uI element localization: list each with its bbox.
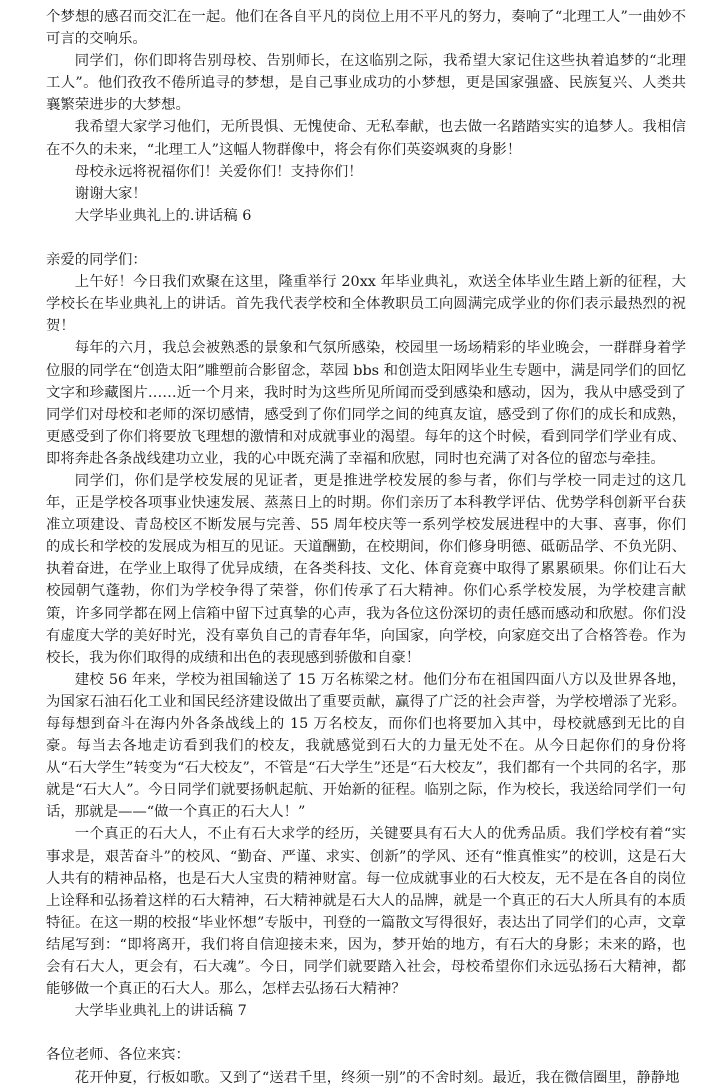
blank-line: [46, 227, 686, 249]
paragraph: 同学们，你们是学校发展的见证者，更是推进学校发展的参与者，你们与学校一同走过的这几年，正是学校各项事业快速发展、蒸蒸日上的时期。你们亲历了本科教学评估、优势学科创新平台获准立项建设、青岛校区不断发展与完善、55 周年校庆等一系列学校发展进程中的大事、喜事，你们的成长和学校的发展成为相互的见证。天道酬勤，在校期间，你们修身明德、砥砺品学、不负光阴、执着奋进，在学业上取得了优异成绩，在各类科技、文化、体育竞赛中取得了累累硕果。你们让石大校园朝气蓬勃，你们为学校争得了荣誉，你们传承了石大精神。你们心系学校发展，为学校建言献策，许多同学都在网上信箱中留下过真挚的心声，我为各位这份深切的责任感而感动和欣慰。你们没有虚度大学的美好时光，没有辜负自己的青春年华，向国家，向学校，向家庭交出了合格答卷。作为校长，我为你们取得的成绩和出色的表现感到骄傲和自豪！: [46, 472, 686, 666]
section-title: 大学毕业典礼上的讲话稿 7: [74, 1003, 247, 1020]
section-title: 大学毕业典礼上的.讲话稿 6: [74, 207, 252, 224]
salutation: 各位老师、各位来宾：: [46, 1047, 190, 1064]
paragraph: 母校永远将祝福你们！关爱你们！支持你们！: [74, 163, 363, 180]
blank-line: [46, 1022, 686, 1044]
paragraph: 花开仲夏，行板如歌。又到了“送君千里，终须一别”的不舍时刻。最近，我在微信圈里，静静地: [74, 1069, 680, 1086]
paragraph: 上午好！今日我们欢聚在这里，隆重举行 20xx 年毕业典礼，欢送全体毕业生踏上新的征程，大学校长在毕业典礼上的讲话。首先我代表学校和全体教职员工向圆满完成学业的你们表示最热烈的祝贺！: [46, 274, 686, 335]
paragraph: 每年的六月，我总会被熟悉的景象和气氛所感染，校园里一场场精彩的毕业晚会，一群群身着学位服的同学在“创造太阳”雕塑前合影留念，萃园 bbs 和创造太阳网毕业生专题中，满是同学们的回忆文字和珍藏图片……近一个月来，我时时为这些所见所闻而受到感染和感动，因为，我从中感受到了同学们对母校和老师的深切感情，感受到了你们同学之间的纯真友谊，感受到了你们的成长和成熟，更感受到了你们将要放飞理想的激情和对成就事业的渴望。每年的这个时候，看到同学们学业有成、即将奔赴各条战线建功立业，我的心中既充满了幸福和欣慰，同时也充满了对各位的留恋与牵挂。: [46, 340, 686, 467]
paragraph: 一个真正的石大人，不止有石大求学的经历，关键要具有石大人的优秀品质。我们学校有着“实事求是，艰苦奋斗”的校风、“勤奋、严谨、求实、创新”的学风、还有“惟真惟实”的校训，这是石大人共有的精神品格，也是石大人宝贵的精神财富。每一位成就事业的石大校友，无不是在各自的岗位上诠释和弘扬着这样的石大精神，石大精神就是石大人的品牌，就是一个真正的石大人所具有的本质特征。在这一期的校报“毕业怀想”专版中，刊登的一篇散文写得很好，表达出了同学们的心声，文章结尾写到：“即将离开，我们将自信迎接未来，因为，梦开始的地方，有石大的身影；未来的路，也会有石大人，更会有，石大魂”。今日，同学们就要踏入社会，母校希望你们永远弘扬石大精神，都能够做一个真正的石大人。那么，怎样去弘扬石大精神？: [46, 826, 686, 998]
paragraph: 个梦想的感召而交汇在一起。他们在各自平凡的岗位上用不平凡的努力，奏响了“北理工人”一曲妙不可言的交响乐。: [46, 9, 686, 48]
paragraph: 同学们，你们即将告别母校、告别师长，在这临别之际，我希望大家记住这些执着追梦的“北理工人”。他们孜孜不倦所追寻的梦想，是自己事业成功的小梦想，更是国家强盛、民族复兴、人类共襄繁荣进步的大梦想。: [46, 53, 686, 114]
paragraph: 我希望大家学习他们，无所畏惧、无愧使命、无私奉献，也去做一名踏踏实实的追梦人。我相信在不久的未来，“北理工人”这幅人物群像中，将会有你们英姿飒爽的身影！: [46, 119, 686, 158]
paragraph: 谢谢大家！: [74, 185, 147, 202]
paragraph: 建校 56 年来，学校为祖国输送了 15 万名栋梁之材。他们分布在祖国四面八方以及世界各地，为国家石油石化工业和国民经济建设做出了重要贡献，赢得了广泛的社会声誉，为学校增添了光彩。每每想到奋斗在海内外各条战线上的 15 万名校友，而你们也将要加入其中，母校就感到无比的自豪。每当去各地走访看到我们的校友，我就感觉到石大的力量无处不在。从今日起你们的身份将从“石大学生”转变为“石大校友”，不管是“石大学生”还是“石大校友”，我们都有一个共同的名字，那就是“石大人”。今日同学们就要扬帆起航、开始新的征程。临别之际，作为校长，我送给同学们一句话，那就是——“做一个真正的石大人！”: [46, 671, 686, 821]
salutation: 亲爱的同学们：: [46, 252, 147, 269]
